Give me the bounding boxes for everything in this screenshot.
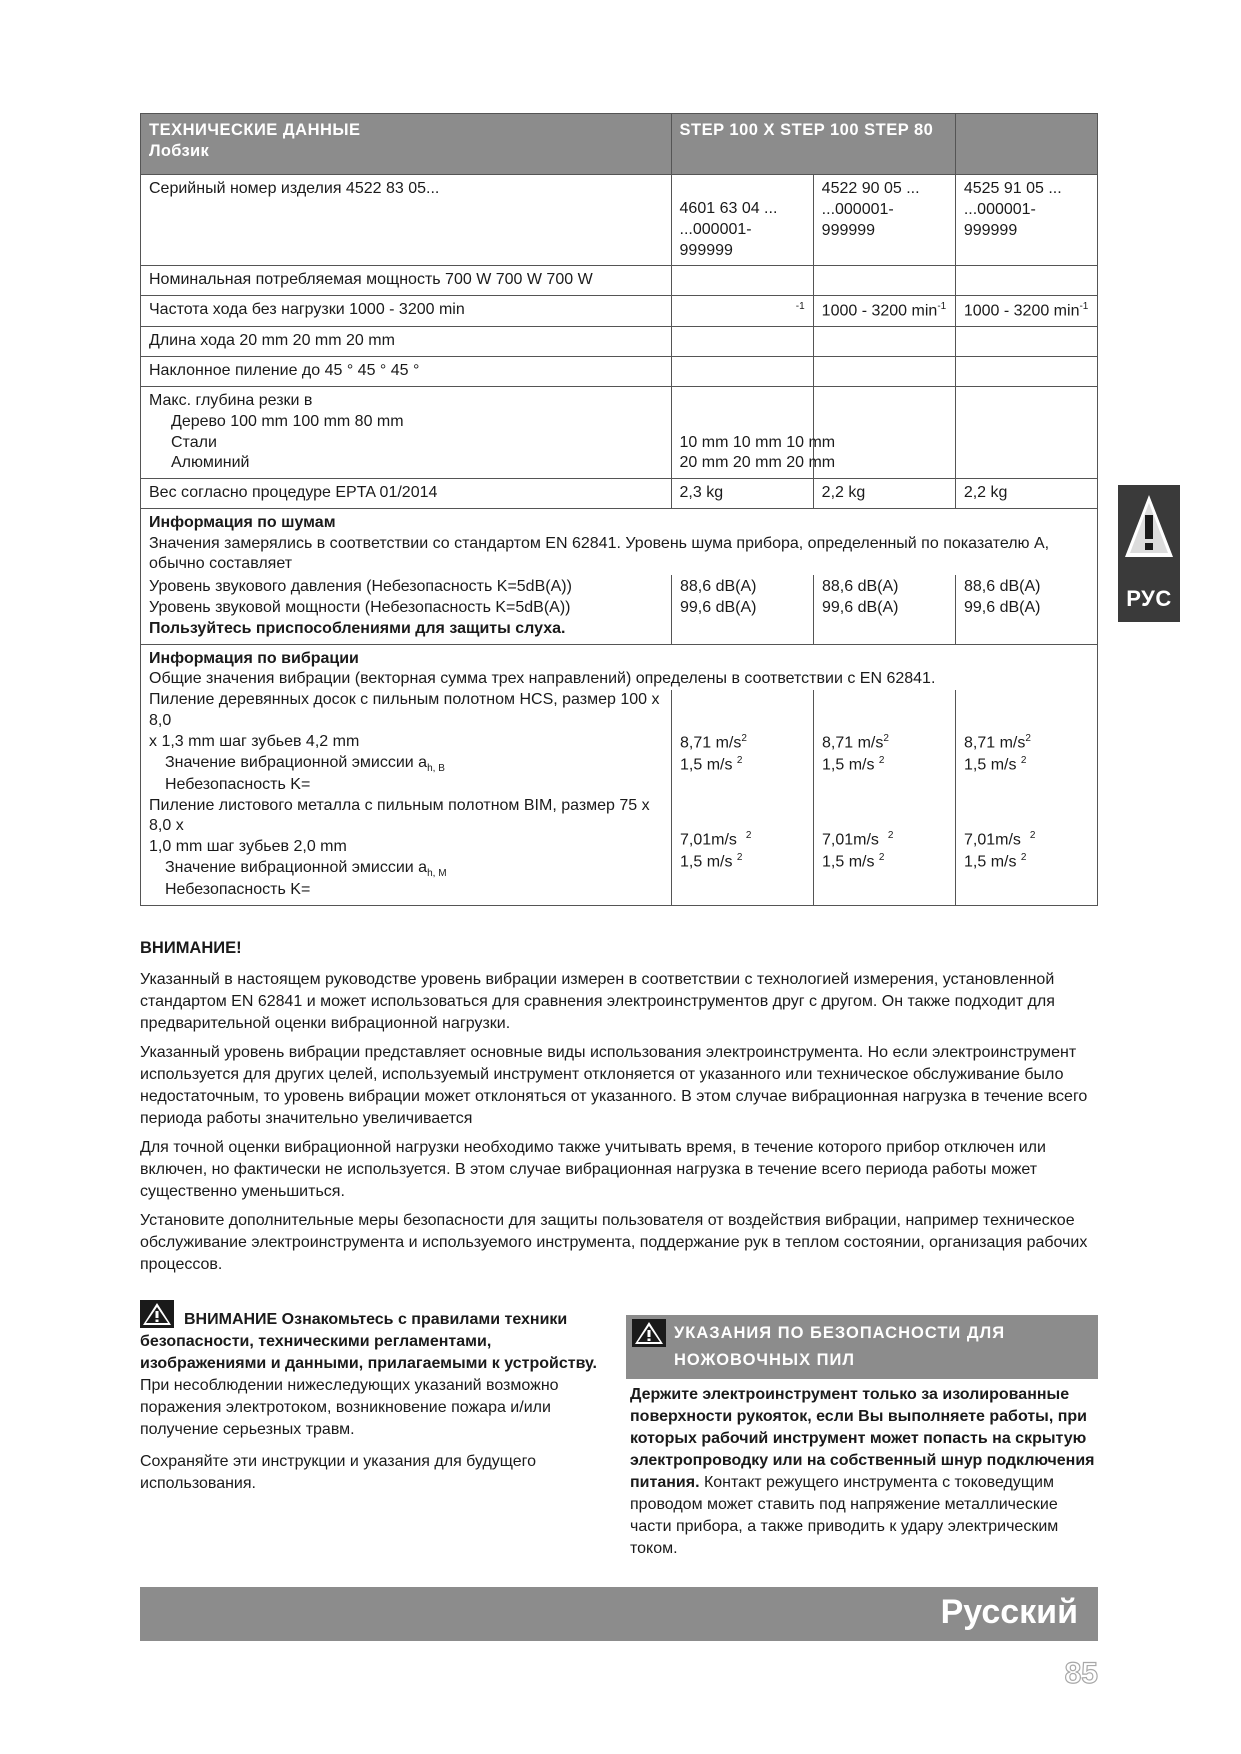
table-row [141,357,1098,387]
serial-col1-a: 4601 63 04 ... [679,200,778,217]
cut-depth-steel-values: 10 mm 10 mm 10 mm [679,433,836,451]
attention-title: ВНИМАНИЕ! [140,939,242,957]
saw-safety-normal: Контакт режущего инструмента с токоведущим проводом может ставить под напряжение металлические части прибора, а также приводить к удару электрическим током. [630,1474,1059,1557]
weight-col3: 2,2 kg [955,479,1097,509]
table-row [141,266,1098,296]
noise-col2-pressure: 88,6 dB(A) [822,578,899,596]
vibration-wood-emission-label: Значение вибрационной эмиссии $a_{h, B}$ [165,753,445,774]
general-warning [140,1300,620,1505]
general-warning-heading: ВНИМАНИЕ Ознакомьтесь с правилами техники безопасности, техническими регламентами, изображениями и данными, прилагаемыми к устройству. [140,1311,597,1372]
serial-col3 [955,175,1097,266]
noise-pressure-label: Уровень звукового давления (Небезопасность K=5dB(A)) [149,578,572,596]
cut-depth-values [671,386,836,478]
saw-safety-text [630,1384,1098,1560]
vibration-wood-line1: Пиление деревянных досок с пильным полотном HCS, размер 100 x 8,0 [149,691,660,730]
noise-col1-pressure: 88,6 dB(A) [680,578,757,596]
serial-label: Серийный номер изделия 4522 83 05... [141,175,672,266]
attention-section [140,937,1100,1283]
vibration-col2: 8,71 $m/s^2$ 1,5 m/s $^2$ 7,01m/s $^2$ 1,5 m/s $^2$ [813,690,955,905]
attention-paragraph: Указанный уровень вибрации представляет основные виды использования электроинструмента. Но если электроинструмент используется для других целей, используемый инструмент отклоняется от указанного или техническое обслуживание было недостаточным, то уровень вибрации может отклоняться от указанного. В этом случае вибрационная нагрузка в течение всего периода работы значительно увеличивается [140,1044,1088,1127]
saw-safety-heading-line2: НОЖОВОЧНЫХ ПИЛ [674,1351,855,1369]
saw-safety-heading [626,1315,1098,1379]
noise-col3-power: 99,6 dB(A) [964,599,1041,617]
attention-paragraph: Для точной оценки вибрационной нагрузки необходимо также учитывать время, в течение которого прибор отключен или включен, но фактически не используется. В этом случае вибрационная нагрузка в течение всего периода работы может существенно уменьшиться. [140,1139,1046,1200]
stroke-rate-col2-sup: -1 [937,301,947,313]
saw-safety-heading-line1: УКАЗАНИЯ ПО БЕЗОПАСНОСТИ ДЛЯ [674,1324,1006,1342]
noise-col1-power: 99,6 dB(A) [680,599,757,617]
serial-col2 [813,175,955,266]
vibration-col1: 8,71 $m/s^2$ 1,5 m/s $^2$ 7,01m/s $^2$ 1,5 m/s $^2$ [671,690,813,905]
noise-heading: Информация по шумам [149,513,336,531]
vibration-metal-emission-sub: h, M [427,868,447,880]
table-models: STEP 100 X STEP 100 STEP 80 [679,121,934,139]
saw-safety-section [626,1315,1098,1560]
attention-paragraph: Указанный в настоящем руководстве уровень вибрации измерен в соответствии с технологией измерения, установленной стандартом EN 62841 и может использоваться для сравнения электроинструментов друг с другом. Он также подходит для предварительной оценки вибрационной нагрузки. [140,971,1055,1032]
noise-row [141,508,1098,644]
serial-col3-a: 4525 91 05 ... [963,180,1062,197]
vibration-wood-uncertainty-label: Небезопасность K= [165,775,311,793]
stroke-length-label: Длина хода 20 mm 20 mm 20 mm [141,327,672,357]
vibration-wood-emission-sub: h, B [427,762,445,774]
footer-language: Русский [940,1593,1078,1631]
table-row [141,296,1098,327]
attention-paragraph: Установите дополнительные меры безопасности для защиты пользователя от воздействия вибрации, например техническое обслуживание электроинструмента и используемого инструмента, поддержание рук в теплом состоянии, организация рабочих процессов. [140,1212,1088,1273]
noise-col2-power: 99,6 dB(A) [822,599,899,617]
table-row [141,386,1098,478]
noise-col3-pressure: 88,6 dB(A) [964,578,1041,596]
warning-icon [1118,485,1180,575]
weight-col1: 2,3 kg [671,479,813,509]
vibration-heading: Информация по вибрации [149,649,359,667]
weight-label: Вес согласно процедуре EPTA 01/2014 [141,479,672,509]
vibration-intro: Общие значения вибрации (векторная сумма трех направлений) определены в соответствии с EN 62841. [149,670,936,688]
vibration-metal-emission-label: Значение вибрационной эмиссии $a_{h, M}$ [165,859,447,880]
general-warning-keep: Сохраняйте эти инструкции и указания для будущего использования. [140,1453,537,1492]
general-warning-body: При несоблюдении нижеследующих указаний возможно поражения электротоком, возникновение пожара и/или получение серьезных травм. [140,1377,559,1438]
side-tab-label: РУС [1126,586,1172,611]
vibration-metal-line1: Пиление листового металла с пильным полотном BIM, размер 75 x 8,0 x [149,796,650,835]
table-row [141,327,1098,357]
vibration-wood-line2: x 1,3 mm шаг зубьев 4,2 mm [149,732,360,750]
stroke-rate-col1-sup: -1 [795,301,805,313]
cut-depth-aluminium-values: 20 mm 20 mm 20 mm [679,454,836,472]
serial-col3-b: ...000001-999999 [963,200,1036,239]
footer-language-bar [140,1587,1098,1641]
stroke-rate-col3-sup: -1 [1079,301,1089,313]
warning-triangle-icon [632,1319,666,1347]
page-number: 85 [1064,1657,1098,1690]
table-row [141,479,1098,509]
saw-safety-bold: Держите электроинструмент только за изолированные поверхности рукояток, если Вы выполняете работы, при которых рабочий инструмент может попасть на скрытую электропроводку или на собственный шнур подключения питания. [630,1386,1095,1491]
noise-intro: Значения замерялись в соответствии со стандартом EN 62841. Уровень шума прибора, определенный по показателю A, обычно составляет [149,534,1050,573]
stroke-rate-col2: 1000 - 3200 min [821,302,938,320]
language-side-tab [1118,485,1180,622]
warning-triangle-icon [140,1300,174,1328]
serial-col2-a: 4522 90 05 ... [821,180,920,197]
cut-depth-wood: Дерево 100 mm 100 mm 80 mm [171,412,404,430]
serial-col1-b: ...000001-999999 [679,220,752,259]
table-subtitle: Лобзик [149,142,210,161]
cut-depth-steel: Стали [171,433,217,451]
cut-depth-label: Макс. глубина резки в [149,391,313,409]
power-label: Номинальная потребляемая мощность 700 W 700 W 700 W [141,266,672,296]
serial-col2-b: ...000001-999999 [821,200,894,239]
serial-col1 [671,175,813,266]
table-header-row [141,114,1098,175]
table-row [141,175,1098,266]
vibration-metal-uncertainty-label: Небезопасность K= [165,881,311,899]
vibration-col3: 8,71 $m/s^2$ 1,5 m/s $^2$ 7,01m/s $^2$ 1,5 m/s $^2$ [955,690,1097,905]
noise-protection: Пользуйтесь приспособлениями для защиты слуха. [149,619,566,637]
cut-depth-aluminium: Алюминий [171,454,250,472]
table-title-cell [141,114,672,175]
table-models-cell [671,114,955,175]
weight-col2: 2,2 kg [813,479,955,509]
table-title: ТЕХНИЧЕСКИЕ ДАННЫЕ [149,121,361,139]
vibration-row [141,644,1098,905]
vibration-metal-line2: 1,0 mm шаг зубьев 2,0 mm [149,838,347,856]
stroke-rate-col3: 1000 - 3200 min [963,302,1080,320]
bevel-label: Наклонное пиление до 45 ° 45 ° 45 ° [141,357,672,387]
tech-specs-table [140,113,1098,906]
cut-depth-cell [141,386,672,478]
noise-power-label: Уровень звуковой мощности (Небезопасность K=5dB(A)) [149,599,571,617]
stroke-rate-label: Частота хода без нагрузки 1000 - 3200 min [141,296,672,327]
table-header-empty [955,114,1097,175]
